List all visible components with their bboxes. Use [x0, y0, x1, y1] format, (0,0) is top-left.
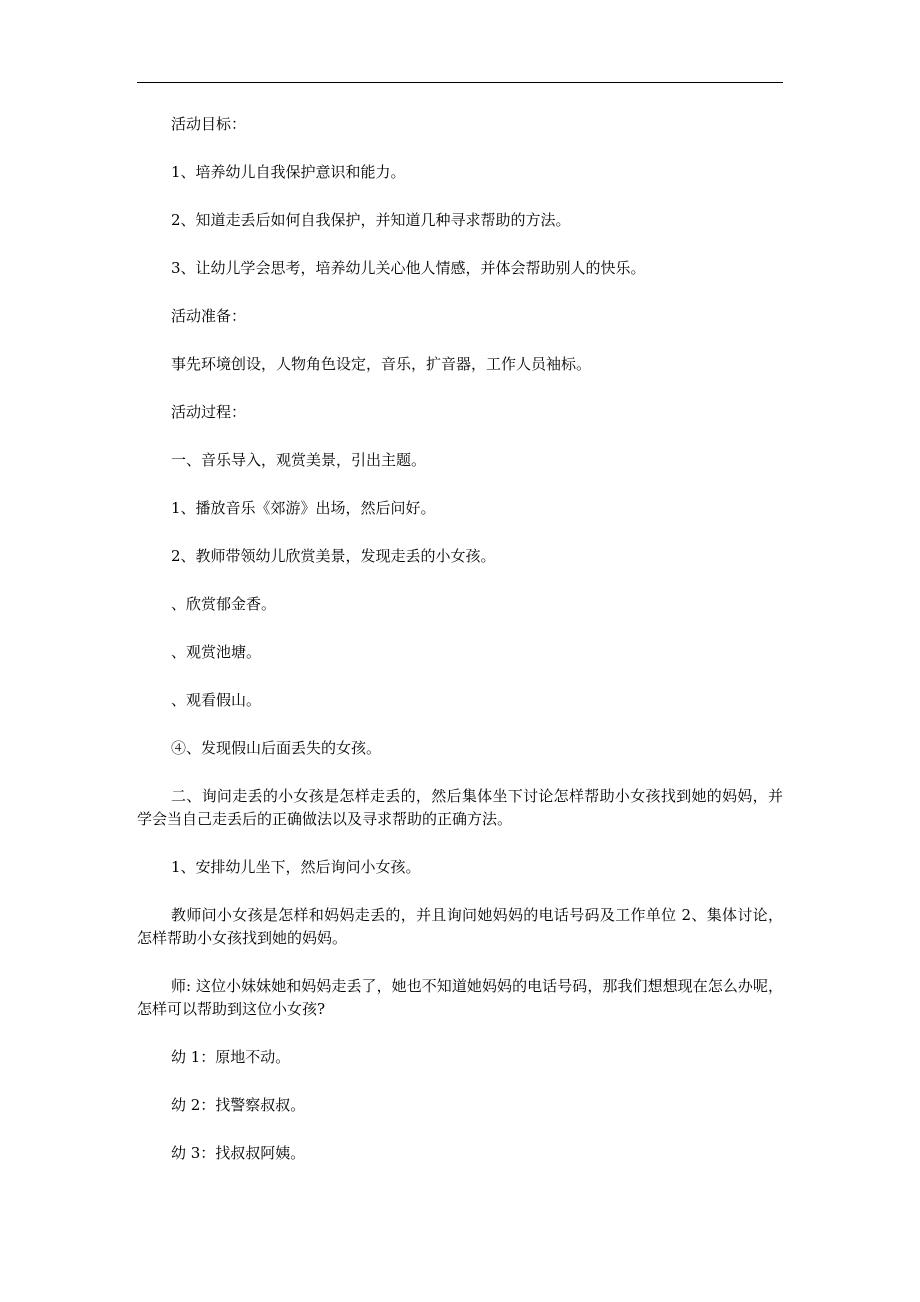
process-substep-pond: 、观赏池塘。	[171, 643, 262, 661]
teacher-asks-paragraph: 教师问小女孩是怎样和妈妈走丢的，并且询问她妈妈的电话号码及工作单位 2、集体讨论，怎样帮助小女孩找到她的妈妈。	[137, 906, 783, 947]
process-section-2: 二、询问走丢的小女孩是怎样走丢的，然后集体坐下讨论怎样帮助小女孩找到她的妈妈，并学会当自己走丢后的正确做法以及寻求帮助的正确方法。	[137, 787, 783, 828]
child-answer-3: 幼 3：找叔叔阿姨。	[171, 1144, 306, 1162]
child-answer-1: 幼 1：原地不动。	[171, 1048, 291, 1066]
teacher-dialogue: 师: 这位小妹妹她和妈妈走丢了，她也不知道她妈妈的电话号码，那我们想想现在怎么办呢，怎样可以帮助到这位小女孩?	[137, 977, 783, 1018]
goal-item-1: 1、培养幼儿自我保护意识和能力。	[171, 163, 406, 181]
preparation-text: 事先环境创设，人物角色设定，音乐，扩音器，工作人员袖标。	[171, 355, 592, 373]
heading-activity-goals: 活动目标：	[171, 115, 247, 133]
header-rule	[137, 82, 783, 83]
process-step-1-2: 2、教师带领幼儿欣赏美景，发现走丢的小女孩。	[171, 547, 496, 565]
process-substep-lost-girl: ④、发现假山后面丢失的女孩。	[171, 739, 382, 757]
heading-activity-preparation: 活动准备：	[171, 307, 247, 325]
goal-item-2: 2、知道走丢后如何自我保护，并知道几种寻求帮助的方法。	[171, 211, 571, 229]
process-substep-rockery: 、观看假山。	[171, 691, 262, 709]
process-section-1: 一、音乐导入，观赏美景，引出主题。	[171, 451, 427, 469]
goal-item-3: 3、让幼儿学会思考，培养幼儿关心他人情感，并体会帮助别人的快乐。	[171, 259, 646, 277]
document-body	[137, 113, 783, 1190]
process-step-2-1: 1、安排幼儿坐下，然后询问小女孩。	[171, 858, 421, 876]
process-substep-tulip: 、欣赏郁金香。	[171, 595, 277, 613]
process-step-1-1: 1、播放音乐《郊游》出场，然后问好。	[171, 499, 436, 517]
child-answer-2: 幼 2：找警察叔叔。	[171, 1096, 306, 1114]
heading-activity-process: 活动过程：	[171, 403, 247, 421]
